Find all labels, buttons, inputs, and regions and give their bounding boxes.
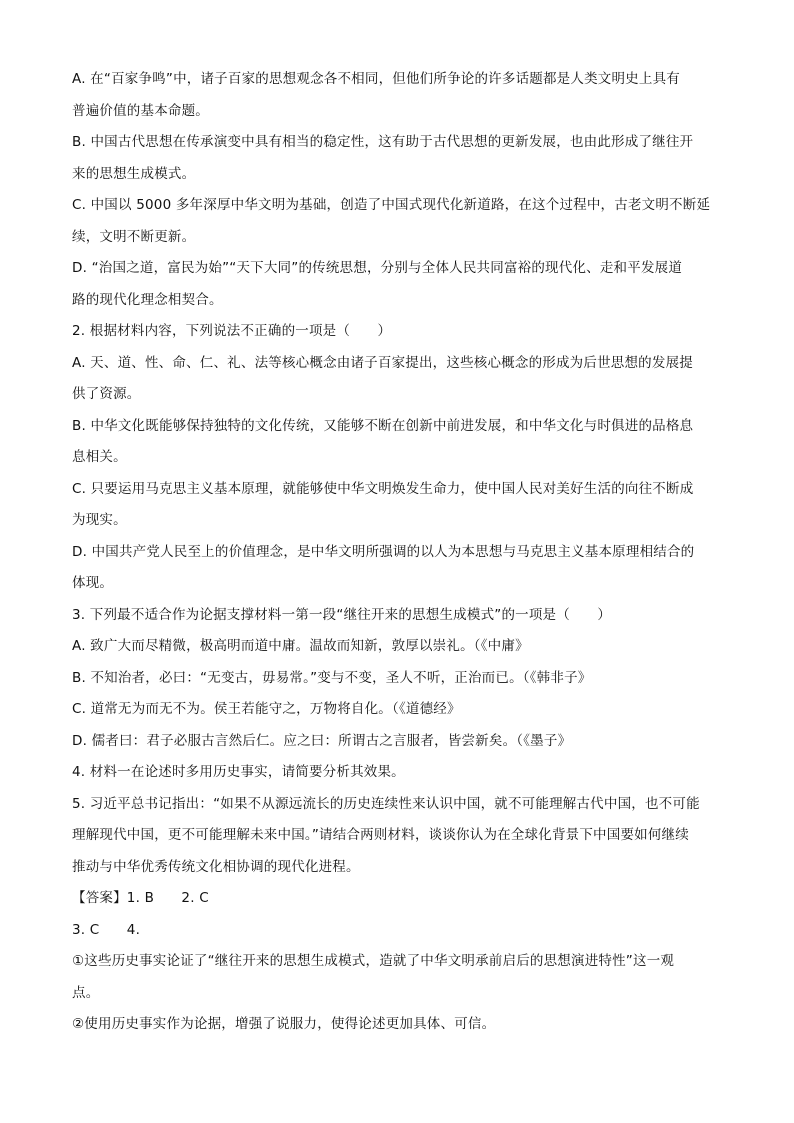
q2-option-a-line-1: A. 天、道、性、命、仁、礼、法等核心概念由诸子百家提出，这些核心概念的形成为后世思想的发展提 — [72, 354, 693, 371]
q3-option-b: B. 不知治者，必曰：“无变古，毋易常。”变与不变，圣人不听，正治而已。（《韩非子》 — [72, 669, 592, 686]
option-b-line-1: B. 中国古代思想在传承演变中具有相当的稳定性，这有助于古代思想的更新发展，也由此形成了继往开 — [72, 134, 694, 150]
q2-option-d-line-1: D. 中国共产党人民至上的价值理念，是中华文明所强调的以人为本思想与马克思主义基本原理相结合的 — [72, 543, 695, 560]
q2-option-c-line-1: C. 只要运用马克思主义基本原理，就能够使中华文明焕发生命力，使中国人民对美好生活的向往不断成 — [72, 480, 694, 497]
document-page — [72, 64, 722, 1041]
answer-point-1-line-2: 点。 — [72, 984, 100, 1001]
option-d-line-2: 路的现代化理念相契合。 — [72, 291, 223, 308]
question-4: 4. 材料一在论述时多用历史事实，请简要分析其效果。 — [72, 764, 405, 780]
answer-line-2: 3. C 4. — [72, 921, 141, 938]
question-3: 3. 下列最不适合作为论据支撑材料一第一段“继往开来的思想生成模式”的一项是（ ） — [72, 606, 612, 623]
option-b-line-2: 来的思想生成模式。 — [72, 165, 196, 182]
question-5-line-3: 推动与中华优秀传统文化相协调的现代化进程。 — [72, 858, 360, 875]
q3-option-a: A. 致广大而尽精微，极高明而道中庸。温故而知新，敦厚以崇礼。（《中庸》 — [72, 638, 529, 654]
answer-point-2: ②使用历史事实作为论据，增强了说服力，使得论述更加具体、可信。 — [72, 1016, 496, 1032]
option-c-line-1: C. 中国以 5000 多年深厚中华文明为基础，创造了中国式现代化新道路，在这个过程中，古老文明不断延 — [72, 197, 711, 213]
q2-option-b-line-1: B. 中华文化既能够保持独特的文化传统，又能够不断在创新中前进发展，和中华文化与时俱进的品格息 — [72, 417, 694, 434]
question-2: 2. 根据材料内容，下列说法不正确的一项是（ ） — [72, 323, 392, 339]
option-a-line-1: A. 在“百家争鸣”中，诸子百家的思想观念各不相同，但他们所争论的许多话题都是人类文明史上具有 — [72, 71, 680, 87]
answer-point-1-line-1: ①这些历史事实论证了“继往开来的思想生成模式，造就了中华文明承前启后的思想演进特性”这一观 — [72, 953, 675, 969]
answer-line-1: 【答案】1. B 2. C — [72, 890, 209, 906]
question-5-line-2: 理解现代中国，更不可能理解未来中国。”请结合两则材料，谈谈你认为在全球化背景下中国要如何继续 — [72, 827, 689, 843]
option-d-line-1: D. “治国之道，富民为始”“天下大同”的传统思想，分别与全体人民共同富裕的现代化、走和平发展道 — [72, 260, 683, 276]
q3-option-c: C. 道常无为而无不为。侯王若能守之，万物将自化。（《道德经》 — [72, 701, 461, 717]
q3-option-d: D. 儒者曰：君子必服古言然后仁。应之曰：所谓古之言服者，皆尝新矣。（《墨子》 — [72, 732, 572, 749]
option-c-line-2: 续，文明不断更新。 — [72, 228, 196, 245]
question-5-line-1: 5. 习近平总书记指出：“如果不从源远流长的历史连续性来认识中国，就不可能理解古代中国，也不可能 — [72, 795, 700, 812]
q2-option-c-line-2: 为现实。 — [72, 512, 127, 528]
q2-option-d-line-2: 体现。 — [72, 575, 114, 591]
option-a-line-2: 普遍价值的基本命题。 — [72, 102, 209, 119]
q2-option-a-line-2: 供了资源。 — [72, 386, 141, 402]
q2-option-b-line-2: 息相关。 — [72, 449, 127, 465]
